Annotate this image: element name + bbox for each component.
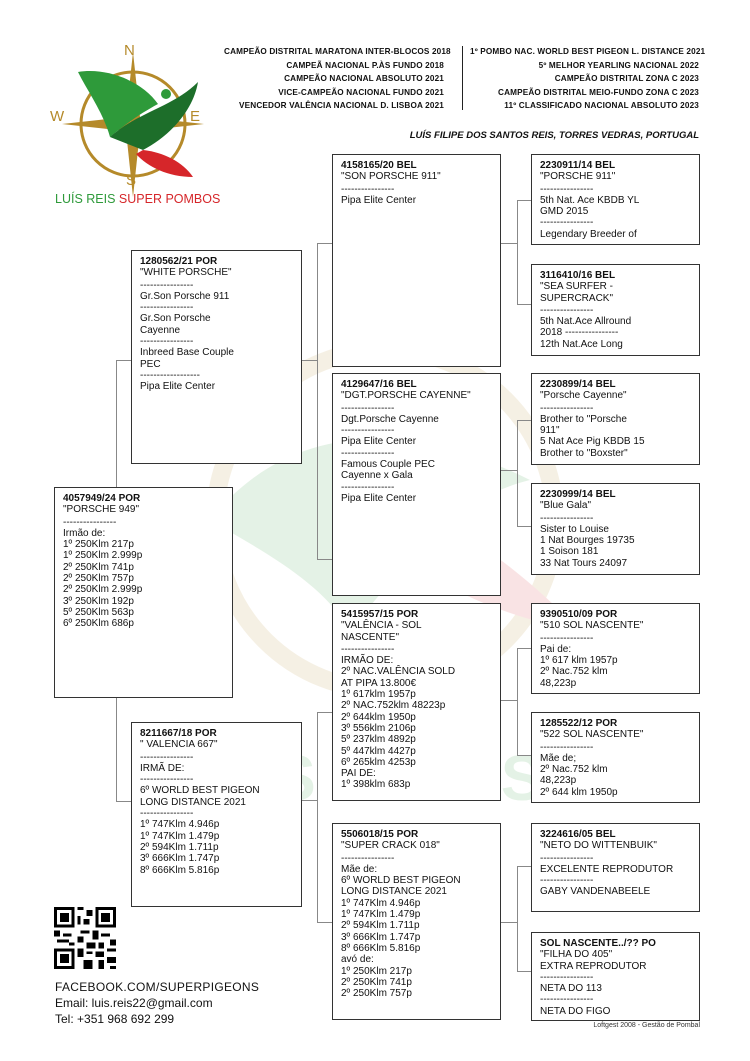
detail-line: EXCELENTE REPRODUTOR — [540, 863, 674, 875]
email-link[interactable]: Email: luis.reis22@gmail.com — [55, 996, 213, 1010]
detail-line: 2º NAC.VALÊNCIA SOLD — [341, 666, 456, 678]
pedigree-card-sds[interactable] — [531, 373, 700, 465]
ring-number: 1285522/12 POR — [540, 718, 618, 729]
pedigree-card-dss[interactable] — [531, 603, 700, 694]
detail-line: ---------------- — [140, 808, 194, 820]
pedigree-card-dam-sire[interactable] — [332, 603, 501, 801]
detail-line: NETA DO 113 — [540, 983, 602, 995]
pigeon-name-line2: NASCENTE" — [341, 631, 400, 643]
ring-number: 4158165/20 BEL — [341, 160, 417, 171]
detail-line: Sister to Louise — [540, 523, 609, 535]
detail-line: ---------------- — [140, 302, 194, 314]
connector — [501, 470, 517, 471]
connector — [116, 360, 117, 487]
compass-s: S — [126, 172, 137, 189]
detail-line: 1 Nat Bourges 19735 — [540, 535, 635, 547]
pigeon-name-line1: "SEA SURFER - — [540, 281, 614, 293]
detail-line: Mãe de; — [540, 752, 577, 764]
detail-line: 2º Nac.752 klm — [540, 666, 608, 678]
ring-number: 4057949/24 POR — [63, 493, 141, 504]
pigeon-name: "522 SOL NASCENTE" — [540, 729, 644, 741]
compass-e: E — [190, 108, 201, 125]
title-line: VICE-CAMPEÃO NACIONAL FUNDO 2021 — [278, 87, 444, 97]
detail-line: 2018 ---------------- — [540, 327, 619, 339]
connector — [501, 243, 517, 244]
title-line: 11º CLASSIFICADO NACIONAL ABSOLUTO 2023 — [504, 101, 699, 110]
detail-line: ---------------- — [540, 971, 594, 983]
compass-w: W — [50, 108, 65, 125]
ring-number: 8211667/18 POR — [140, 728, 217, 739]
detail-line: 6º WORLD BEST PIGEON — [140, 785, 260, 797]
pigeon-name-line1: "VALÊNCIA - SOL — [341, 620, 422, 632]
ring-number: 2230999/14 BEL — [540, 489, 616, 500]
detail-line: 1º 747Klm 4.946p — [140, 819, 220, 831]
detail-line: NETA DO FIGO — [540, 1005, 611, 1017]
title-line: CAMPEÃO DISTRITAL ZONA C 2023 — [554, 74, 699, 83]
detail-line: ---------------- — [540, 512, 594, 524]
pigeon-name: "DGT.PORSCHE CAYENNE" — [341, 390, 471, 402]
pedigree-card-subject[interactable] — [54, 487, 233, 698]
detail-line: ---------------- — [341, 852, 395, 864]
connector — [517, 526, 531, 527]
detail-line: Pipa Elite Center — [341, 194, 417, 206]
detail-line: 2º NAC.752klm 48223p — [341, 700, 446, 712]
detail-line: GABY VANDENABEELE — [540, 886, 651, 898]
title-line: 1º POMBO NAC. WORLD BEST PIGEON L. DISTANCE 2021 — [470, 47, 706, 56]
detail-line: PAI DE: — [341, 768, 376, 780]
connector — [517, 648, 518, 755]
detail-line: ---------------- — [540, 217, 594, 229]
detail-line: 5º 250Klm 563p — [63, 606, 134, 618]
contact-block — [55, 979, 259, 1027]
pedigree-card-sire-dam[interactable] — [332, 373, 501, 596]
detail-line: PEC — [140, 358, 161, 370]
pigeon-name: "PORSCHE 911" — [540, 171, 616, 183]
qr-code-icon[interactable] — [54, 907, 116, 969]
detail-line: 5º 237klm 4892p — [341, 734, 416, 746]
ring-number: 3116410/16 BEL — [540, 270, 616, 281]
detail-line: ---------------- — [341, 183, 395, 195]
detail-line: 3º 556klm 2106p — [341, 722, 416, 734]
ring-number: 5415957/15 POR — [341, 609, 419, 620]
ring-number: 2230899/14 BEL — [540, 379, 616, 390]
detail-line: 1º 747Klm 1.479p — [140, 830, 220, 842]
detail-line: 2º Nac.752 klm — [540, 764, 608, 776]
pigeon-name: "PORSCHE 949" — [63, 504, 140, 516]
detail-line: 2º 644klm 1950p — [341, 711, 416, 723]
detail-line: ---------------- — [540, 875, 594, 887]
detail-line: 2º 644 klm 1950p — [540, 786, 618, 798]
brand-name-part2: SUPER POMBOS — [118, 192, 221, 206]
detail-line: Irmão de: — [63, 527, 106, 539]
detail-line: LONG DISTANCE 2021 — [341, 886, 447, 898]
title-line: CAMPEÃO NACIONAL ABSOLUTO 2021 — [284, 74, 444, 83]
detail-line: 1º 747Klm 4.946p — [341, 897, 421, 909]
detail-line: 3º 250Klm 192p — [63, 595, 134, 607]
detail-line: 1º 250Klm 2.999p — [63, 550, 143, 562]
connector — [517, 755, 531, 756]
facebook-link[interactable]: FACEBOOK.COM/SUPERPIGEONS — [55, 980, 260, 994]
detail-line: EXTRA REPRODUTOR — [540, 960, 647, 972]
title-line: CAMPEÃO DISTRITAL MARATONA INTER-BLOCOS 2018 — [224, 47, 451, 56]
brand-logo — [48, 42, 221, 212]
connector — [517, 866, 531, 867]
title-line: CAMPEÃO DISTRITAL MEIO-FUNDO ZONA C 2023 — [498, 87, 699, 97]
detail-line: 6º WORLD BEST PIGEON — [341, 875, 461, 887]
header-divider — [462, 46, 463, 110]
software-credit: Loftgest 2008 - Gestão de Pombal — [593, 1022, 700, 1029]
connector — [517, 866, 518, 971]
detail-line: 3º 666Klm 1.747p — [341, 931, 421, 943]
detail-line: ---------------- — [540, 183, 594, 195]
detail-line: ---------------- — [341, 425, 395, 437]
pedigree-card-dam[interactable] — [131, 722, 302, 907]
detail-line: 6º 265klm 4253p — [341, 756, 416, 768]
pedigree-card-dam-dam[interactable] — [332, 823, 501, 1020]
detail-line: AT PIPA 13.800€ — [341, 677, 417, 689]
connector — [517, 648, 531, 649]
connector — [317, 559, 332, 560]
connector — [517, 420, 518, 526]
titles-left — [224, 45, 451, 113]
owner-line: LUÍS FILIPE DOS SANTOS REIS, TORRES VEDRAS, PORTUGAL — [409, 130, 699, 141]
pedigree-card-sdd[interactable] — [531, 483, 700, 575]
detail-line: Pai de: — [540, 643, 572, 655]
pedigree-card-ddd[interactable] — [531, 932, 700, 1021]
detail-line: ---------------- — [341, 643, 395, 655]
title-line: CAMPEÃ NACIONAL P.ÀS FUNDO 2018 — [286, 60, 444, 70]
titles-right — [470, 45, 706, 113]
detail-line: 2º 250Klm 741p — [63, 561, 134, 573]
detail-line: ---------------- — [63, 516, 117, 528]
detail-line: 1º 250Klm 217p — [341, 965, 412, 977]
connector — [501, 700, 517, 701]
detail-line: 12th Nat.Ace Long — [540, 338, 623, 350]
detail-line: ---------------- — [140, 774, 194, 786]
connector — [301, 360, 317, 361]
detail-line: ---------------- — [540, 994, 594, 1006]
detail-line: ---------------- — [540, 632, 594, 644]
detail-line: 2º 250Klm 741p — [341, 976, 412, 988]
detail-line: Pipa Elite Center — [140, 381, 216, 393]
connector — [317, 712, 332, 713]
detail-line: 3º 666Klm 1.747p — [140, 853, 220, 865]
connector — [517, 971, 531, 972]
detail-line: 1º 747Klm 1.479p — [341, 909, 421, 921]
detail-line: ------------------ — [140, 369, 200, 381]
connector — [317, 712, 318, 922]
pigeon-name: "SUPER CRACK 018" — [341, 840, 440, 852]
pigeon-name: " VALENCIA 667" — [140, 739, 218, 751]
detail-line: ---------------- — [341, 447, 395, 459]
ring-number: SOL NASCENTE../?? PO — [540, 938, 656, 949]
detail-line: ---------------- — [140, 279, 194, 291]
detail-line: Inbreed Base Couple — [140, 347, 234, 359]
pigeon-name: "NETO DO WITTENBUIK" — [540, 840, 657, 852]
detail-line: 2º 594Klm 1.711p — [341, 920, 420, 932]
connector — [517, 200, 518, 304]
detail-line: 48,223p — [540, 775, 577, 787]
detail-line: 911" — [540, 425, 560, 437]
detail-line: Brother to "Porsche — [540, 413, 627, 425]
detail-line: 5 Nat Ace Pig KBDB 15 — [540, 436, 645, 448]
pigeon-name: "Porsche Cayenne" — [540, 390, 627, 402]
pedigree-card-sire[interactable] — [131, 250, 302, 464]
detail-line: Pipa Elite Center — [341, 492, 417, 504]
pedigree-card-dsd[interactable] — [531, 712, 700, 803]
detail-line: 5th Nat.Ace Allround — [540, 316, 632, 328]
phone-link[interactable]: Tel: +351 968 692 299 — [55, 1012, 175, 1026]
detail-line: Legendary Breeder of — [540, 228, 637, 240]
pigeon-name: "510 SOL NASCENTE" — [540, 620, 644, 632]
detail-line: IRMÃO DE: — [341, 655, 394, 667]
detail-line: 2º 250Klm 757p — [63, 573, 134, 585]
detail-line: Cayenne x Gala — [341, 470, 413, 482]
detail-line: 8º 666Klm 5.816p — [341, 942, 421, 954]
detail-line: Mãe de: — [341, 863, 378, 875]
title-line: VENCEDOR VALÊNCIA NACIONAL D. LISBOA 2021 — [239, 101, 444, 110]
connector — [116, 698, 117, 801]
connector — [517, 200, 531, 201]
connector — [317, 922, 332, 923]
detail-line: Dgt.Porsche Cayenne — [341, 413, 439, 425]
connector — [317, 243, 332, 244]
detail-line: IRMÃ DE: — [140, 762, 185, 774]
pigeon-name: "SON PORSCHE 911" — [341, 171, 441, 183]
pigeon-name: "WHITE PORSCHE" — [140, 267, 232, 279]
pedigree-card-dds[interactable] — [531, 823, 700, 912]
detail-line: ---------------- — [540, 402, 594, 414]
pigeon-name — [341, 620, 492, 631]
detail-line: 2º 250Klm 2.999p — [63, 584, 143, 596]
ring-number: 5506018/15 POR — [341, 829, 419, 840]
detail-line: 33 Nat Tours 24097 — [540, 557, 628, 569]
pigeon-name — [540, 281, 691, 292]
detail-line: Gr.Son Porsche 911 — [140, 290, 230, 302]
ring-number: 4129647/16 BEL — [341, 379, 417, 390]
ring-number: 3224616/05 BEL — [540, 829, 616, 840]
ring-number: 9390510/09 POR — [540, 609, 618, 620]
detail-line: Pipa Elite Center — [341, 436, 417, 448]
detail-line: avó de: — [341, 954, 374, 966]
pigeon-name: "Blue Gala" — [540, 500, 592, 512]
compass-n: N — [124, 42, 135, 59]
detail-line: ---------------- — [341, 481, 395, 493]
detail-line: ---------------- — [140, 336, 194, 348]
connector — [317, 243, 318, 559]
detail-line: Cayenne — [140, 324, 181, 336]
pedigree-card-sire-sire[interactable] — [332, 154, 501, 367]
pedigree-card-ssd[interactable] — [531, 264, 700, 356]
connector — [501, 922, 517, 923]
pigeon-name: "FILHA DO 405" — [540, 949, 613, 961]
detail-line: ---------------- — [540, 741, 594, 753]
detail-line: LONG DISTANCE 2021 — [140, 796, 246, 808]
detail-line: 1º 617klm 1957p — [341, 689, 416, 701]
detail-line: ---------------- — [341, 402, 395, 414]
detail-line: Brother to "Boxster" — [540, 447, 628, 459]
ring-number: 1280562/21 POR — [140, 256, 218, 267]
brand-name-part1: LUÍS REIS — [55, 192, 116, 206]
detail-line: Gr.Son Porsche — [140, 313, 211, 325]
detail-line: 1º 617 klm 1957p — [540, 655, 618, 667]
connector — [517, 420, 531, 421]
brand-name — [55, 192, 220, 206]
connector — [116, 360, 131, 361]
detail-line: ---------------- — [540, 304, 594, 316]
detail-line: 1º 398klm 683p — [341, 779, 411, 791]
detail-line: 5th Nat. Ace KBDB YL — [540, 194, 640, 206]
title-line: 5º MELHOR YEARLING NACIONAL 2022 — [538, 60, 699, 70]
pigeon-name-line2: SUPERCRACK" — [540, 292, 614, 304]
connector — [116, 801, 131, 802]
detail-line: 1º 250Klm 217p — [63, 539, 134, 551]
detail-line: 2º 250Klm 757p — [341, 988, 412, 1000]
detail-line: 8º 666Klm 5.816p — [140, 864, 220, 876]
detail-line: 5º 447klm 4427p — [341, 745, 416, 757]
detail-line: 6º 250Klm 686p — [63, 618, 134, 630]
detail-line: ---------------- — [140, 751, 194, 763]
detail-line: GMD 2015 — [540, 206, 589, 218]
detail-line: 48,223p — [540, 677, 577, 689]
detail-line: 2º 594Klm 1.711p — [140, 841, 219, 853]
connector — [517, 304, 531, 305]
detail-line: 1 Soison 181 — [540, 546, 599, 558]
detail-line: Famous Couple PEC — [341, 459, 435, 471]
detail-line: ---------------- — [540, 852, 594, 864]
pedigree-card-sss[interactable] — [531, 154, 700, 245]
ring-number: 2230911/14 BEL — [540, 160, 616, 171]
connector — [301, 800, 317, 801]
